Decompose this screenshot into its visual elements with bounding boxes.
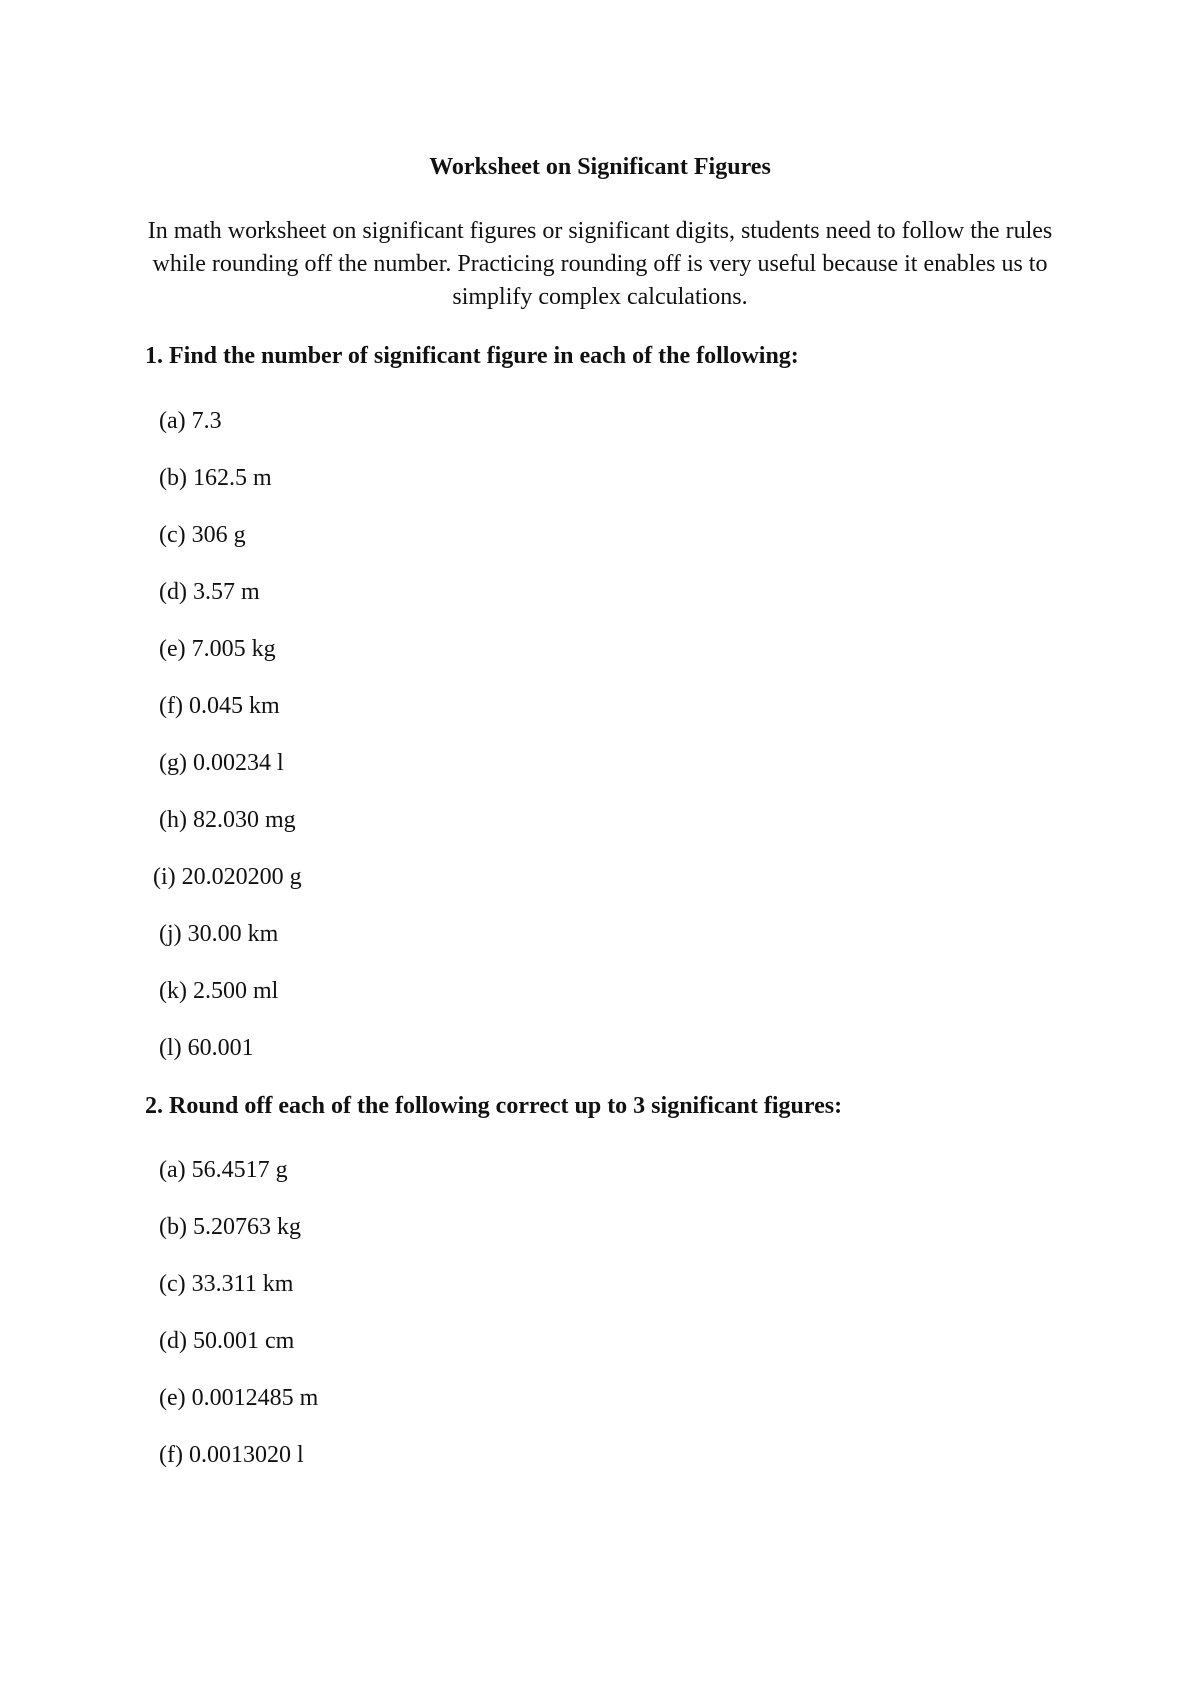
list-item: (a) 7.3 <box>159 408 222 434</box>
question-1-heading: 1. Find the number of significant figure in each of the following: <box>145 343 799 369</box>
list-item: (b) 5.20763 kg <box>159 1214 301 1240</box>
list-item: (g) 0.00234 l <box>159 750 284 776</box>
list-item: (c) 306 g <box>159 522 246 548</box>
list-item: (e) 0.0012485 m <box>159 1385 319 1411</box>
list-item: (c) 33.311 km <box>159 1271 294 1297</box>
list-item: (f) 0.045 km <box>159 693 280 719</box>
list-item: (e) 7.005 kg <box>159 636 276 662</box>
list-item: (l) 60.001 <box>159 1035 254 1061</box>
question-2-heading: 2. Round off each of the following correct up to 3 significant figures: <box>145 1093 843 1119</box>
worksheet-title: Worksheet on Significant Figures <box>429 154 771 180</box>
list-item: (h) 82.030 mg <box>159 807 296 833</box>
intro-paragraph: In math worksheet on significant figures or significant digits, students need to follow the rules while rounding off the number. Practicing rounding off is very useful because it enables us to simplify complex calculations. <box>147 218 1053 310</box>
list-item: (i) 20.020200 g <box>153 864 302 890</box>
list-item: (d) 50.001 cm <box>159 1328 295 1354</box>
question-1-list <box>153 406 302 1090</box>
list-item: (k) 2.500 ml <box>159 978 279 1004</box>
list-item: (b) 162.5 m <box>159 465 272 491</box>
list-item: (j) 30.00 km <box>159 921 279 947</box>
list-item: (f) 0.0013020 l <box>159 1442 304 1468</box>
list-item: (a) 56.4517 g <box>159 1157 288 1183</box>
question-2-list <box>159 1155 318 1497</box>
list-item: (d) 3.57 m <box>159 579 260 605</box>
